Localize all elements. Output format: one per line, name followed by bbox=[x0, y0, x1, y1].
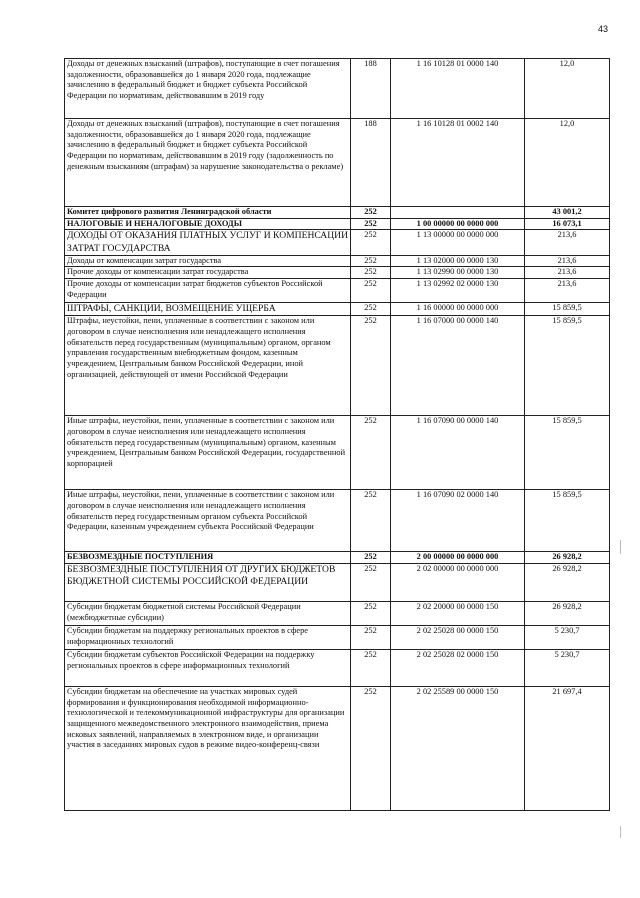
row-budget-code-cell: 1 16 07090 02 0000 140 bbox=[391, 490, 525, 552]
row-budget-code-cell: 1 16 10128 01 0002 140 bbox=[391, 119, 525, 207]
table-row bbox=[65, 686, 610, 810]
row-sum-cell: 12,0 bbox=[525, 119, 610, 207]
row-name-cell: Субсидии бюджетам бюджетной системы Российской Федерации (межбюджетные субсидии) bbox=[65, 601, 351, 625]
row-admin-code-cell: 252 bbox=[351, 267, 391, 279]
row-sum-cell: 12,0 bbox=[525, 59, 610, 119]
revenue-table bbox=[64, 58, 610, 811]
page-number: 43 bbox=[598, 24, 609, 34]
table-row bbox=[65, 279, 610, 303]
row-budget-code-cell: 1 13 02990 00 0000 130 bbox=[391, 267, 525, 279]
row-sum-cell: 21 697,4 bbox=[525, 686, 610, 810]
row-admin-code-cell: 252 bbox=[351, 303, 391, 316]
row-sum-cell: 16 073,1 bbox=[525, 218, 610, 230]
row-admin-code-cell: 188 bbox=[351, 59, 391, 119]
row-admin-code-cell: 252 bbox=[351, 686, 391, 810]
scan-artifact bbox=[620, 826, 621, 838]
table-row bbox=[65, 601, 610, 625]
row-budget-code-cell: 1 16 10128 01 0000 140 bbox=[391, 59, 525, 119]
row-sum-cell: 213,6 bbox=[525, 255, 610, 267]
row-name-cell: Иные штрафы, неустойки, пени, уплаченные в соответствии с законом или договором в случае неисполнения или ненадлежащего исполнения обязательств перед государственным органом субъекта Российской Федерации, казенным учреждением субъекта Российской Федерации bbox=[65, 490, 351, 552]
row-name-cell: Субсидии бюджетам субъектов Российской Федерации на поддержку региональных проектов в сфере информационных технологий bbox=[65, 649, 351, 686]
row-budget-code-cell: 1 16 07090 00 0000 140 bbox=[391, 416, 525, 490]
row-name-cell: БЕЗВОЗМЕЗДНЫЕ ПОСТУПЛЕНИЯ bbox=[65, 552, 351, 564]
table-row bbox=[65, 207, 610, 219]
row-name-cell: Прочие доходы от компенсации затрат государства bbox=[65, 267, 351, 279]
row-name-cell: Субсидии бюджетам на поддержку региональных проектов в сфере информационных технологий bbox=[65, 625, 351, 649]
row-admin-code-cell: 252 bbox=[351, 207, 391, 219]
row-admin-code-cell: 252 bbox=[351, 255, 391, 267]
row-name-cell: Доходы от компенсации затрат государства bbox=[65, 255, 351, 267]
row-sum-cell: 213,6 bbox=[525, 230, 610, 255]
table-row bbox=[65, 119, 610, 207]
row-budget-code-cell: 2 02 00000 00 0000 000 bbox=[391, 563, 525, 601]
row-sum-cell: 15 859,5 bbox=[525, 416, 610, 490]
row-budget-code-cell: 1 13 02992 02 0000 130 bbox=[391, 279, 525, 303]
table-row bbox=[65, 267, 610, 279]
row-budget-code-cell: 2 02 20000 00 0000 150 bbox=[391, 601, 525, 625]
row-admin-code-cell: 252 bbox=[351, 316, 391, 416]
table-row bbox=[65, 230, 610, 255]
row-sum-cell: 15 859,5 bbox=[525, 303, 610, 316]
table-row bbox=[65, 552, 610, 564]
row-admin-code-cell: 252 bbox=[351, 230, 391, 255]
row-budget-code-cell bbox=[391, 207, 525, 219]
row-admin-code-cell: 252 bbox=[351, 416, 391, 490]
row-admin-code-cell: 188 bbox=[351, 119, 391, 207]
row-sum-cell: 15 859,5 bbox=[525, 490, 610, 552]
row-admin-code-cell: 252 bbox=[351, 279, 391, 303]
table-row bbox=[65, 218, 610, 230]
row-sum-cell: 5 230,7 bbox=[525, 649, 610, 686]
row-sum-cell: 213,6 bbox=[525, 267, 610, 279]
row-sum-cell: 43 001,2 bbox=[525, 207, 610, 219]
row-sum-cell: 26 928,2 bbox=[525, 563, 610, 601]
row-sum-cell: 213,6 bbox=[525, 279, 610, 303]
table-row bbox=[65, 625, 610, 649]
row-budget-code-cell: 1 16 07000 00 0000 140 bbox=[391, 316, 525, 416]
table-row bbox=[65, 316, 610, 416]
row-name-cell: Доходы от денежных взысканий (штрафов), поступающие в счет погашения задолженности, образовавшейся до 1 января 2020 года, подлежащие зачислению в федеральный бюджет и бюджет субъекта Российской Федерации по нормативам, действовавшим в 2019 году bbox=[65, 59, 351, 119]
row-name-cell: Комитет цифрового развития Ленинградской области bbox=[65, 207, 351, 219]
row-sum-cell: 15 859,5 bbox=[525, 316, 610, 416]
row-sum-cell: 5 230,7 bbox=[525, 625, 610, 649]
table-row bbox=[65, 490, 610, 552]
table-row bbox=[65, 563, 610, 601]
row-name-cell: Субсидии бюджетам на обеспечение на участках мировых судей формирования и функционирования необходимой информационно-технологической и телекоммуникационной инфраструктуры для организации защищенного межведомственного электронного взаимодействия, приема исковых заявлений, направляемых в электронном виде, и организации участия в заседаниях мировых судов в режиме видео-конференц-связи bbox=[65, 686, 351, 810]
row-sum-cell: 26 928,2 bbox=[525, 601, 610, 625]
row-name-cell: НАЛОГОВЫЕ И НЕНАЛОГОВЫЕ ДОХОДЫ bbox=[65, 218, 351, 230]
row-budget-code-cell: 1 00 00000 00 0000 000 bbox=[391, 218, 525, 230]
row-admin-code-cell: 252 bbox=[351, 490, 391, 552]
scan-artifact bbox=[620, 540, 621, 554]
row-budget-code-cell: 2 02 25028 00 0000 150 bbox=[391, 625, 525, 649]
row-name-cell: Прочие доходы от компенсации затрат бюджетов субъектов Российской Федерации bbox=[65, 279, 351, 303]
row-sum-cell: 26 928,2 bbox=[525, 552, 610, 564]
row-admin-code-cell: 252 bbox=[351, 218, 391, 230]
row-admin-code-cell: 252 bbox=[351, 552, 391, 564]
table-row bbox=[65, 255, 610, 267]
row-budget-code-cell: 2 02 25589 00 0000 150 bbox=[391, 686, 525, 810]
row-name-cell: ШТРАФЫ, САНКЦИИ, ВОЗМЕЩЕНИЕ УЩЕРБА bbox=[65, 303, 351, 316]
row-name-cell: ДОХОДЫ ОТ ОКАЗАНИЯ ПЛАТНЫХ УСЛУГ И КОМПЕНСАЦИИ ЗАТРАТ ГОСУДАРСТВА bbox=[65, 230, 351, 255]
row-budget-code-cell: 1 16 00000 00 0000 000 bbox=[391, 303, 525, 316]
row-budget-code-cell: 1 13 02000 00 0000 130 bbox=[391, 255, 525, 267]
row-admin-code-cell: 252 bbox=[351, 563, 391, 601]
row-admin-code-cell: 252 bbox=[351, 649, 391, 686]
table-row bbox=[65, 416, 610, 490]
row-budget-code-cell: 2 00 00000 00 0000 000 bbox=[391, 552, 525, 564]
table-row bbox=[65, 59, 610, 119]
row-admin-code-cell: 252 bbox=[351, 625, 391, 649]
row-name-cell: Доходы от денежных взысканий (штрафов), поступающие в счет погашения задолженности, образовавшейся до 1 января 2020 года, подлежащие зачислению в федеральный бюджет и бюджет субъекта Российской Федерации по нормативам, действовавшим в 2019 году (задолженность по денежным взысканиям (штрафам) за нарушение законодательства о рекламе) bbox=[65, 119, 351, 207]
row-name-cell: БЕЗВОЗМЕЗДНЫЕ ПОСТУПЛЕНИЯ ОТ ДРУГИХ БЮДЖЕТОВ БЮДЖЕТНОЙ СИСТЕМЫ РОССИЙСКОЙ ФЕДЕРАЦИИ bbox=[65, 563, 351, 601]
table-row bbox=[65, 303, 610, 316]
row-budget-code-cell: 1 13 00000 00 0000 000 bbox=[391, 230, 525, 255]
row-name-cell: Иные штрафы, неустойки, пени, уплаченные в соответствии с законом или договором в случае неисполнения или ненадлежащего исполнения обязательств перед государственным (муниципальным) органом, казенным учреждением, Центральным банком Российской Федерации, государственной корпорацией bbox=[65, 416, 351, 490]
table-row bbox=[65, 649, 610, 686]
row-admin-code-cell: 252 bbox=[351, 601, 391, 625]
row-name-cell: Штрафы, неустойки, пени, уплаченные в соответствии с законом или договором в случае неисполнения или ненадлежащего исполнения обязательств перед государственным (муниципальным) органом, органом управления государственным внебюджетным фондом, казенным учреждением, Центральным банком Российской Федерации, иной организацией, действующей от имени Российской Федерации bbox=[65, 316, 351, 416]
row-budget-code-cell: 2 02 25028 02 0000 150 bbox=[391, 649, 525, 686]
